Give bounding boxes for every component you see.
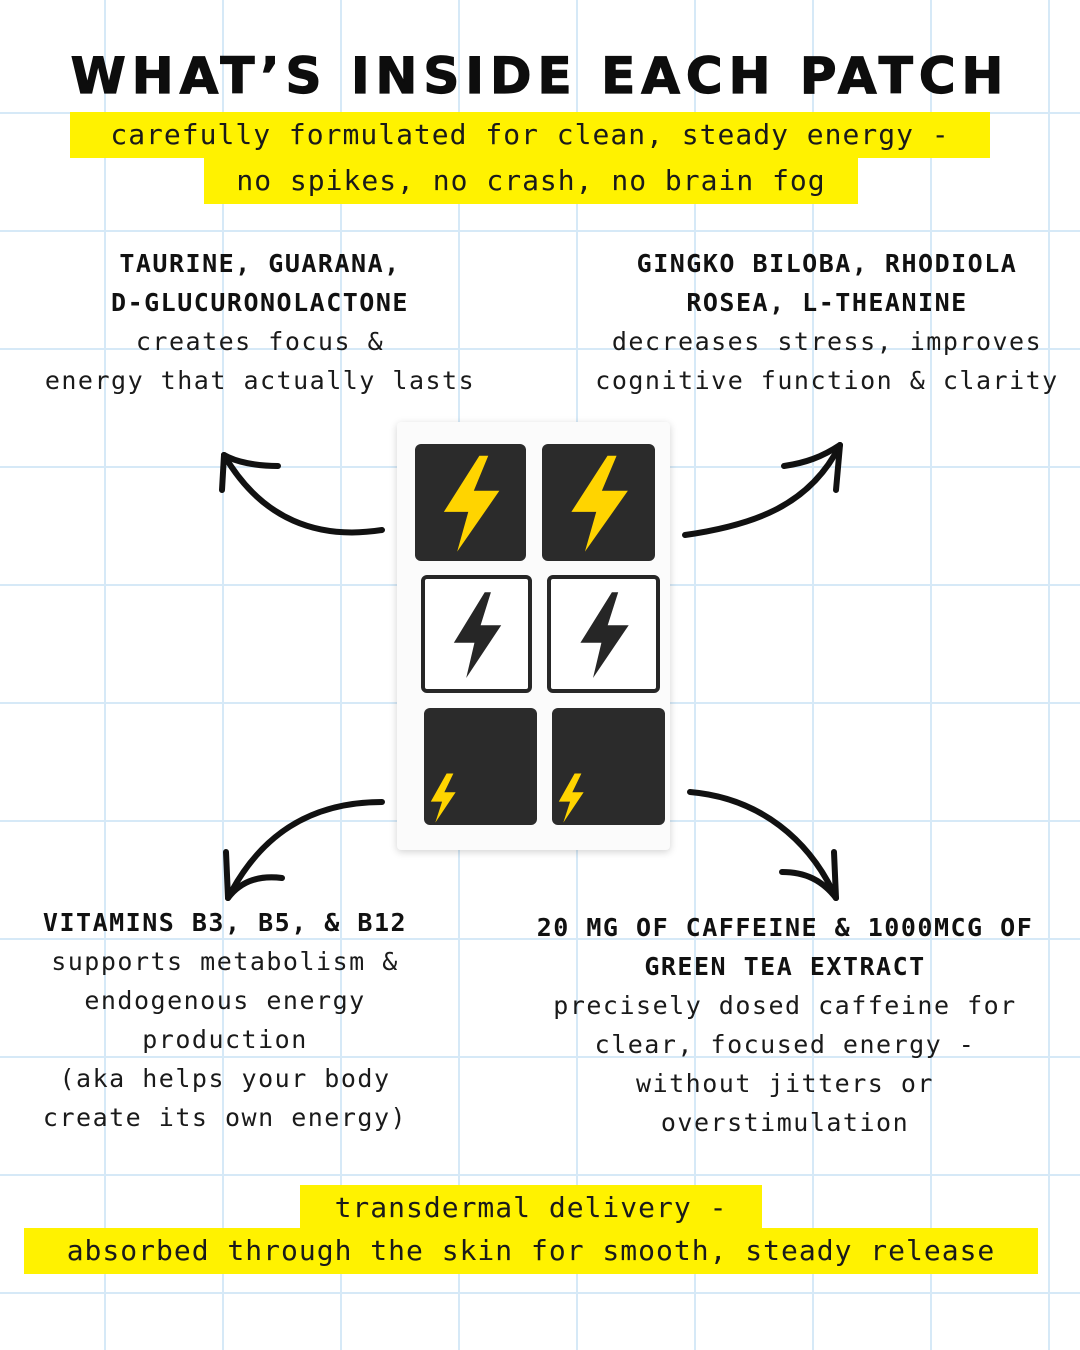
ingredient-description: precisely dosed caffeine for — [553, 991, 1017, 1020]
ingredient-heading: GREEN TEA EXTRACT — [644, 952, 926, 981]
ingredient-heading: VITAMINS B3, B5, & B12 — [42, 908, 408, 937]
ingredient-description: creates focus & — [135, 327, 385, 356]
ingredient-description: without jitters or — [636, 1069, 934, 1098]
footer-line-2: absorbed through the skin for smooth, steady release — [24, 1228, 1038, 1274]
ingredient-description: overstimulation — [660, 1108, 910, 1137]
ingredient-description: supports metabolism & — [51, 947, 399, 976]
ingredient-description: decreases stress, improves — [611, 327, 1043, 356]
arrow-top-left-icon — [222, 455, 382, 532]
ingredient-description: create its own energy) — [42, 1103, 408, 1132]
ingredient-heading: ROSEA, L-THEANINE — [686, 288, 968, 317]
ingredient-heading: 20 MG OF CAFFEINE & 1000MCG OF — [536, 913, 1034, 942]
ingredient-description: production — [142, 1025, 308, 1054]
arrow-bottom-right-icon — [690, 792, 836, 898]
arrow-top-right-icon — [685, 445, 840, 535]
ingredient-description: clear, focused energy - — [594, 1030, 976, 1059]
page-title: WHAT’S INSIDE EACH PATCH — [70, 47, 1010, 105]
subtitle-line-1: carefully formulated for clean, steady energy - — [70, 112, 990, 158]
ingredient-heading: GINGKO BILOBA, RHODIOLA — [636, 249, 1018, 278]
ingredient-description: energy that actually lasts — [44, 366, 476, 395]
arrow-bottom-left-icon — [226, 802, 382, 898]
ingredient-description: cognitive function & clarity — [595, 366, 1059, 395]
footer-line-1: transdermal delivery - — [300, 1185, 762, 1231]
ingredient-heading: TAURINE, GUARANA, — [119, 249, 401, 278]
ingredient-description: endogenous energy — [84, 986, 366, 1015]
ingredient-description: (aka helps your body — [59, 1064, 391, 1093]
subtitle-line-2: no spikes, no crash, no brain fog — [204, 158, 858, 204]
ingredient-heading: D-GLUCURONOLACTONE — [111, 288, 409, 317]
